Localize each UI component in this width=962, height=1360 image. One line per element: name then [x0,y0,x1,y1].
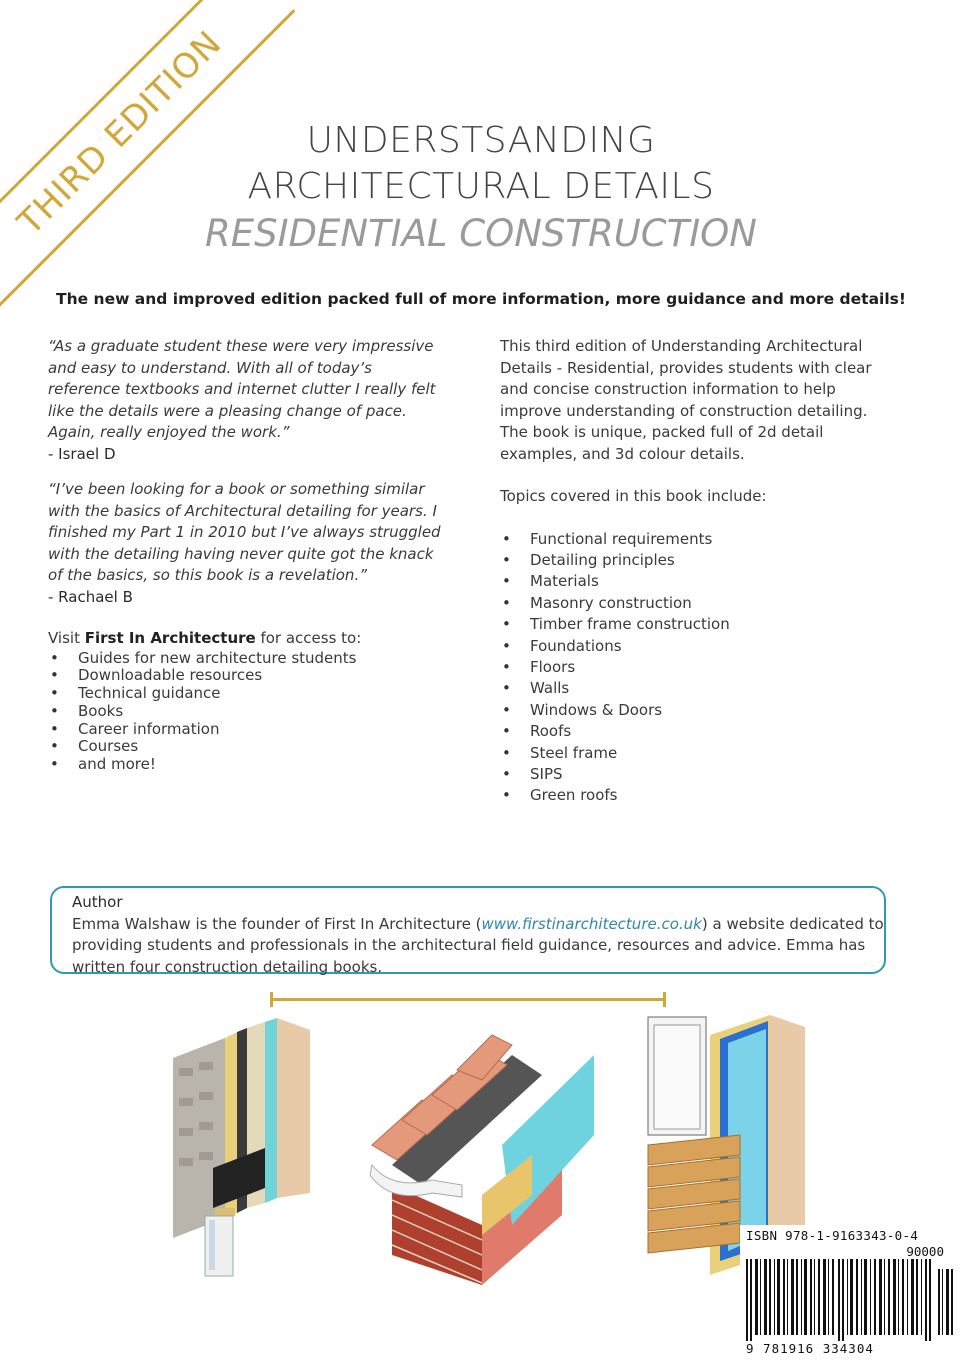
testimonial-quote: “I’ve been looking for a book or something similar with the basics of Architectural detailing for years. I finished my Part 1 in 2010 but I’ve always struggled with the detailing having never quite got the knack of the basics, so this book is a revelation.” [48,480,441,584]
list-item: • Foundations [500,636,890,657]
list-item: • and more! [48,756,448,774]
author-box [50,886,886,974]
visit-suffix: for access to: [255,629,362,647]
barcode-number: 9 781916 334304 [746,1341,874,1356]
topics-list [500,529,890,807]
right-column [500,336,890,807]
banner-text: THIRD EDITION [10,23,230,243]
list-item: • Books [48,703,448,721]
author-text-before: Emma Walshaw is the founder of First In Architecture ( [72,914,482,933]
price-code: 90000 [906,1244,944,1259]
list-item: • Career information [48,721,448,739]
barcode-bars [746,1259,956,1341]
list-item: • Materials [500,571,890,592]
testimonial-quote: “As a graduate student these were very impressive and easy to understand. With all of today’s reference textbooks and internet clutter I really felt like the details were a pleasing change of pace. Again, really enjoyed the work.” [48,337,436,441]
title-line-2: ARCHITECTURAL DETAILS [247,166,715,207]
list-item: • Timber frame construction [500,614,890,635]
list-item: • Windows & Doors [500,700,890,721]
gold-divider [270,992,666,1008]
title-line-1: UNDERSTSANDING [306,120,656,161]
visit-brand: First In Architecture [84,629,256,647]
left-column [48,336,448,774]
isbn-text: ISBN 978-1-9163343-0-4 [746,1228,919,1243]
list-item: • Detailing principles [500,550,890,571]
author-text-after: ) a website dedicated to providing students and professionals in the architectural field guidance, resources and advice. Emma has written four construction detailing books. [72,914,884,976]
visit-line [48,628,448,650]
list-item: • Roofs [500,721,890,742]
author-bio [72,914,884,979]
topics-intro: Topics covered in this book include: [500,487,767,505]
description: This third edition of Understanding Architectural Details - Residential, provides students with clear and concise construction information to help improve understanding of construction detailing. The book is unique, packed full of 2d detail examples, and 3d colour details. [500,337,872,463]
list-item: • Floors [500,657,890,678]
isbn-barcode [740,1225,962,1360]
website-link[interactable]: www.firstinarchitecture.co.uk [481,914,702,933]
tagline: The new and improved edition packed full of more information, more guidance and more details! [56,290,906,308]
list-item: • Steel frame [500,743,890,764]
list-item: • Guides for new architecture students [48,650,448,668]
roof-detail-illustration [362,1015,594,1285]
title-block [0,118,962,258]
list-item: • Walls [500,678,890,699]
testimonial-author: - Rachael B [48,587,133,606]
visit-list [48,650,448,775]
list-item: • Masonry construction [500,593,890,614]
visit-prefix: Visit [48,629,85,647]
list-item: • Green roofs [500,785,890,806]
list-item: • Courses [48,738,448,756]
subtitle: RESIDENTIAL CONSTRUCTION [205,212,757,255]
testimonial-author: - Israel D [48,444,116,463]
wall-detail-illustration [165,1018,315,1280]
list-item: • Functional requirements [500,529,890,550]
author-heading: Author [72,893,123,911]
list-item: • Downloadable resources [48,667,448,685]
list-item: • Technical guidance [48,685,448,703]
list-item: • SIPS [500,764,890,785]
